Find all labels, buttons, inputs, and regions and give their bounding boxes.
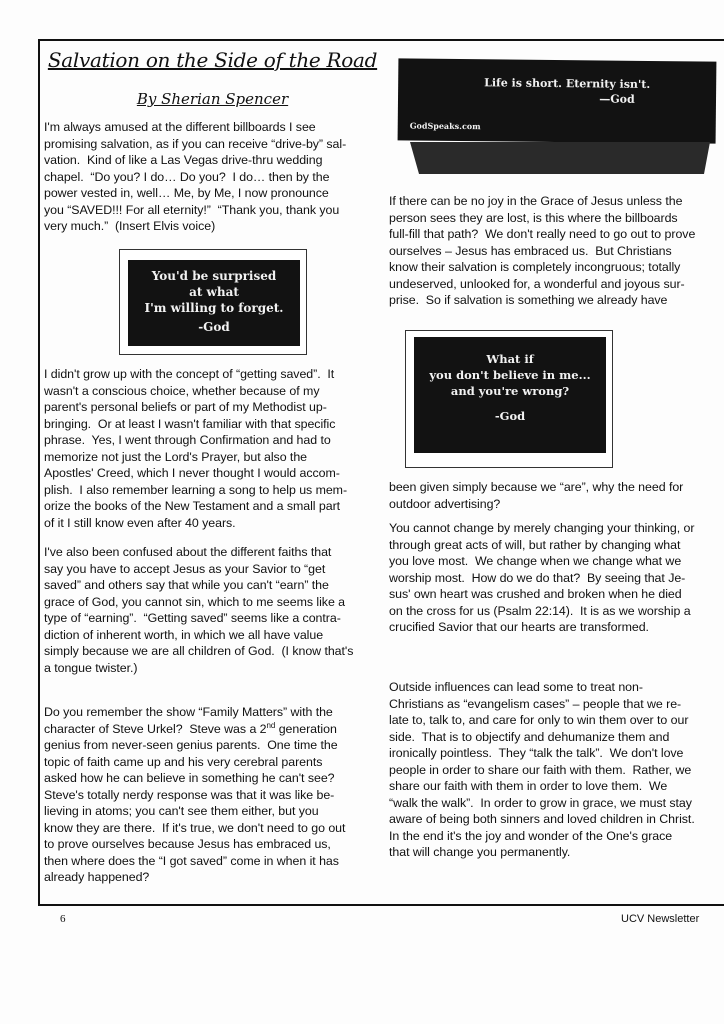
- billboard-line: What if: [486, 352, 534, 366]
- billboard-line: and you're wrong?: [450, 384, 570, 398]
- text-run: generation genius from never-seen genius parents. One time the topic of faith came up and his very cerebral parents asked how he can believe in something he can't see? Steve's totally nerdy response was that it was like be- lieving in atoms; you can't see them either, but you know they are there. If it's true, we don't need to go out to prove ourselves because Jesus has embraced us, then where does the “I got saved” come in when it has already happened?: [44, 721, 346, 884]
- billboard-whatif: [414, 337, 606, 453]
- publication-name: UCV Newsletter: [621, 913, 700, 925]
- billboard-line: at what: [189, 285, 239, 299]
- billboard-surprised-frame: [119, 249, 307, 355]
- right-paragraph-1: If there can be no joy in the Grace of Jesus unless the person sees they are lost, is this where the billboards full-fill that path? We don't really need to go out to prove ourselves – Jesus has embraced us. But Christians know their salvation is completely incongruous; totally undeserved, unlooked for, a wonderful and joyous sur- prise. So if salvation is something we already have: [389, 194, 696, 307]
- left-paragraph-2: I didn't grow up with the concept of “getting saved”. It wasn't a conscious choice, whether because of my parent's personal beliefs or part of my Methodist up- bringing. Or at least I wasn't familiar with that specific phrase. Yes, I went through Confirmation and had to memorize not just the Lord's Prayer, but also the Apostles' Creed, which I never thought I would accom- plish. I also remember learning a song to help us mem- orize the books of the New Testament and a small part of it I still know even after 40 years.: [44, 367, 348, 530]
- right-paragraph-2: You cannot change by merely changing your thinking, or through great acts of will, but rather by changing what you love most. We change when we change what we worship most. How do we do that? By seeing that Je- sus' own heart was crushed and broken when he died on the cross for us (Psalm 22:14). It is as we worship a crucified Savior that our hearts are transformed.: [389, 521, 695, 634]
- left-paragraph-4: [44, 704, 345, 886]
- left-paragraph-3: I've also been confused about the different faiths that say you have to accept Jesus as your Savior to “get saved” and others say that while you can't “earn” the grace of God, you cannot sin, which to me seems like a type of “earning”. “Getting saved” seems like a contra- diction of inherent worth, in which we all have value simply because we are all children of God. (I know that's a tongue twister.): [44, 545, 354, 675]
- article-title: Salvation on the Side of the Road: [47, 48, 378, 72]
- billboard-line: Life is short. Eternity isn't.: [484, 76, 651, 91]
- frame-top-rule: [38, 39, 724, 41]
- right-paragraph-3: Outside influences can lead some to treat non- Christians as “evangelism cases” – people that we re- late to, talk to, and care for only to win them over to our side. That is to objectify and dehumanize them and ironically pointless. They “talk the talk”. We don't love people in order to share our faith with them. Rather, we share our faith with them in order to love them. We “walk the walk”. In order to grow in grace, we must stay aware of being both sinners and loved children in Christ. In the end it's the joy and wonder of the One's grace that will change you permanently.: [389, 680, 695, 859]
- billboard-line: You'd be surprised: [151, 269, 277, 283]
- billboard-signature: -God: [494, 409, 526, 423]
- billboard-signature: —God: [599, 92, 635, 106]
- frame-bottom-rule: [38, 904, 724, 906]
- billboard-signature: -God: [198, 320, 230, 334]
- billboard-line: I'm willing to forget.: [144, 301, 284, 315]
- frame-left-rule: [38, 39, 40, 906]
- article-byline: By Sherian Spencer: [136, 90, 289, 108]
- right-paragraph-1-continued: been given simply because we “are”, why the need for outdoor advertising?: [389, 480, 684, 511]
- billboard-surprised: [128, 260, 300, 346]
- billboard-life: [398, 58, 717, 143]
- billboard-whatif-frame: [405, 330, 613, 468]
- text-run: Do you remember the show “Family Matters” with the character of Steve Urkel? Steve was a 2: [44, 705, 333, 736]
- left-paragraph-1: I'm always amused at the different billboards I see promising salvation, as if you can receive “drive-by” sal- vation. Kind of like a Las Vegas drive-thru wedding chapel. “Do you? I do… Do you? I do… then by the power vested in, well… Me, by Me, I now pronounce you “SAVED!!! For all eternity!” “Thank you, thank you very much.” (Insert Elvis voice): [44, 120, 347, 233]
- page-number: 6: [60, 913, 66, 925]
- superscript: nd: [266, 720, 276, 730]
- billboard-line: you don't believe in me...: [429, 368, 591, 382]
- billboard-life-base: [410, 142, 710, 174]
- billboard-website: GodSpeaks.com: [409, 120, 481, 132]
